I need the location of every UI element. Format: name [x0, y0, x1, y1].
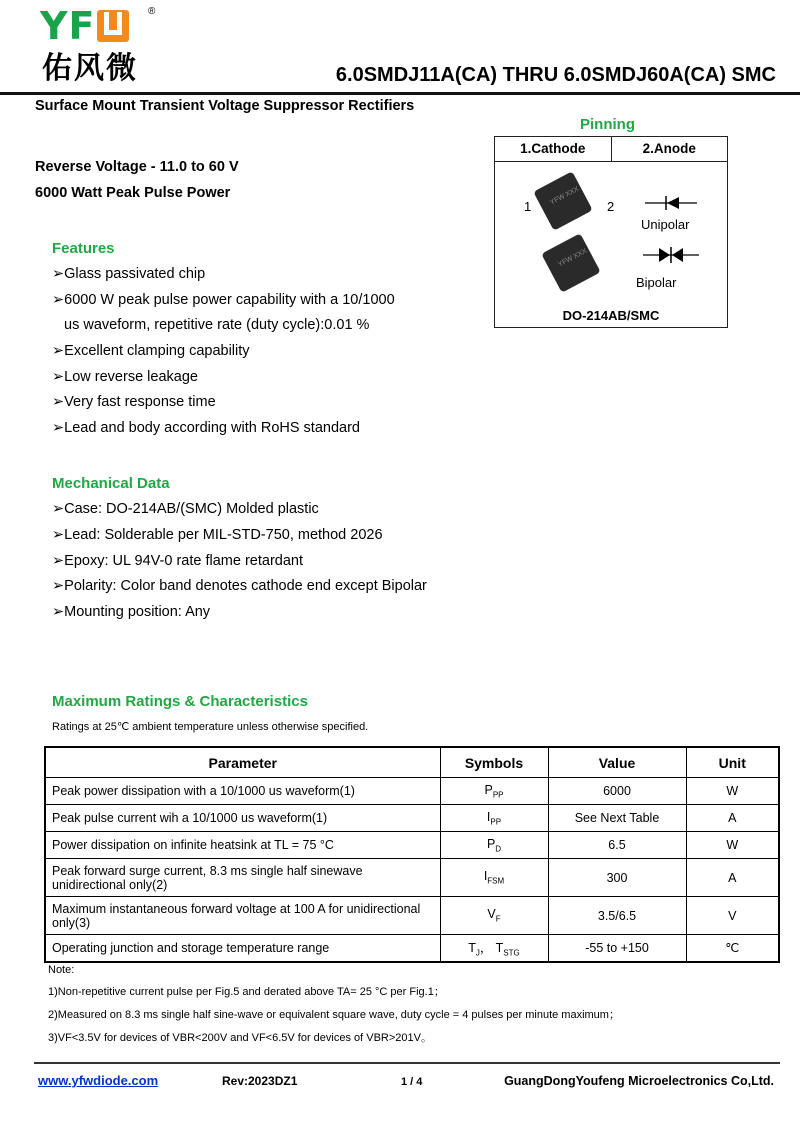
- feature-item: ➢Glass passivated chip: [52, 266, 206, 282]
- symbol-cell: $V_F$: [440, 897, 548, 935]
- unipolar-diode-icon: [645, 195, 697, 211]
- smc-package-image: YFW XXX: [541, 233, 601, 293]
- features-heading: Features: [52, 240, 115, 257]
- table-row: [45, 897, 779, 935]
- ratings-note: Ratings at 25℃ ambient temperature unless otherwise specified.: [52, 721, 369, 733]
- note-2: 2)Measured on 8.3 ms single half sine-wave or equivalent square wave, duty cycle = 4 pulses per minute maximum；: [48, 1009, 620, 1021]
- bipolar-label: Bipolar: [636, 275, 677, 290]
- mechanical-item: ➢Case: DO-214AB/(SMC) Molded plastic: [52, 501, 319, 517]
- param-cell: Operating junction and storage temperature range: [45, 935, 440, 962]
- page-number: 1 / 4: [401, 1076, 423, 1088]
- value-cell: 300: [548, 859, 686, 897]
- pin-anode-label: 2.Anode: [642, 141, 696, 156]
- value-cell: 6000: [548, 778, 686, 805]
- note-3: 3)VF<3.5V for devices of VBR<200V and VF<6.5V for devices of VBR>201V。: [48, 1032, 432, 1044]
- note-1: 1)Non-repetitive current pulse per Fig.5 and derated above TA= 25 °C per Fig.1；: [48, 986, 445, 998]
- bipolar-diode-icon: [643, 245, 699, 265]
- registered-mark: ®: [148, 6, 156, 17]
- symbol-cell: $P_{PP}$: [440, 778, 548, 805]
- notes-label: Note:: [48, 964, 75, 976]
- table-row: [45, 832, 779, 859]
- header-symbols: Symbols: [440, 747, 548, 778]
- unit-cell: W: [686, 778, 779, 805]
- logo-letters: YF: [40, 4, 96, 48]
- peak-power-spec: 6000 Watt Peak Pulse Power: [35, 185, 231, 201]
- unit-cell: V: [686, 897, 779, 935]
- symbol-cell: $P_D$: [440, 832, 548, 859]
- pin1-number: 1: [524, 199, 532, 214]
- document-subtitle: Surface Mount Transient Voltage Suppressor Rectifiers: [35, 98, 415, 114]
- header-divider: [0, 92, 800, 95]
- param-cell: Peak forward surge current, 8.3 ms single half sinewave unidirectional only(2): [45, 859, 440, 897]
- table-header-row: [45, 747, 779, 778]
- mechanical-item: ➢Epoxy: UL 94V-0 rate flame retardant: [52, 553, 303, 569]
- param-cell: Peak power dissipation with a 10/1000 us waveform(1): [45, 778, 440, 805]
- feature-item-continued: us waveform, repetitive rate (duty cycle):0.01 %: [64, 317, 370, 333]
- pin2-number: 2: [607, 199, 615, 214]
- footer-divider: [34, 1062, 780, 1064]
- ratings-table: [44, 746, 780, 963]
- feature-item: ➢Low reverse leakage: [52, 369, 198, 385]
- mechanical-item: ➢Lead: Solderable per MIL-STD-750, method 2026: [52, 527, 383, 543]
- table-row: [45, 805, 779, 832]
- value-cell: See Next Table: [548, 805, 686, 832]
- symbol-cell: $I_{PP}$: [440, 805, 548, 832]
- unit-cell: ℃: [686, 935, 779, 962]
- pin-cathode-label: 1.Cathode: [495, 137, 612, 161]
- symbol-cell: $T_J$， $T_{STG}$: [440, 935, 548, 962]
- header-unit: Unit: [686, 747, 779, 778]
- unipolar-label: Unipolar: [641, 217, 690, 232]
- pinning-header: [495, 137, 727, 162]
- table-row: [45, 859, 779, 897]
- feature-item: ➢Excellent clamping capability: [52, 343, 250, 359]
- logo-w-icon: [97, 10, 129, 42]
- logo-chinese-name: 佑风微: [42, 51, 138, 86]
- company-name: GuangDongYoufeng Microelectronics Co,Ltd.: [504, 1074, 774, 1088]
- symbol-cell: $I_{FSM}$: [440, 859, 548, 897]
- unit-cell: W: [686, 832, 779, 859]
- value-cell: -55 to +150: [548, 935, 686, 962]
- param-cell: Maximum instantaneous forward voltage at 100 A for unidirectional only(3): [45, 897, 440, 935]
- mechanical-item: ➢Mounting position: Any: [52, 604, 211, 620]
- table-row: [45, 778, 779, 805]
- unit-cell: A: [686, 859, 779, 897]
- reverse-voltage-spec: Reverse Voltage - 11.0 to 60 V: [35, 159, 239, 175]
- header-value: Value: [548, 747, 686, 778]
- revision: Rev:2023DZ1: [222, 1074, 298, 1088]
- mechanical-item: ➢Polarity: Color band denotes cathode end except Bipolar: [52, 578, 427, 594]
- table-row: [45, 935, 779, 962]
- smc-package-image: YFW XXX: [533, 171, 593, 231]
- pinning-box: [494, 136, 728, 328]
- feature-item: ➢Very fast response time: [52, 394, 216, 410]
- param-cell: Peak pulse current wih a 10/1000 us waveform(1): [45, 805, 440, 832]
- value-cell: 3.5/6.5: [548, 897, 686, 935]
- company-logo: [40, 6, 129, 46]
- mechanical-heading: Mechanical Data: [52, 475, 170, 492]
- header-parameter: Parameter: [45, 747, 440, 778]
- package-name: DO-214AB/SMC: [562, 308, 660, 323]
- value-cell: 6.5: [548, 832, 686, 859]
- unit-cell: A: [686, 805, 779, 832]
- feature-item: ➢6000 W peak pulse power capability with a 10/1000: [52, 292, 395, 308]
- document-title: 6.0SMDJ11A(CA) THRU 6.0SMDJ60A(CA) SMC: [335, 64, 776, 86]
- pinning-heading: Pinning: [580, 116, 635, 133]
- param-cell: Power dissipation on infinite heatsink at TL = 75 °C: [45, 832, 440, 859]
- feature-item: ➢Lead and body according with RoHS standard: [52, 420, 360, 436]
- website-link[interactable]: www.yfwdiode.com: [38, 1073, 159, 1088]
- ratings-heading: Maximum Ratings & Characteristics: [52, 693, 308, 710]
